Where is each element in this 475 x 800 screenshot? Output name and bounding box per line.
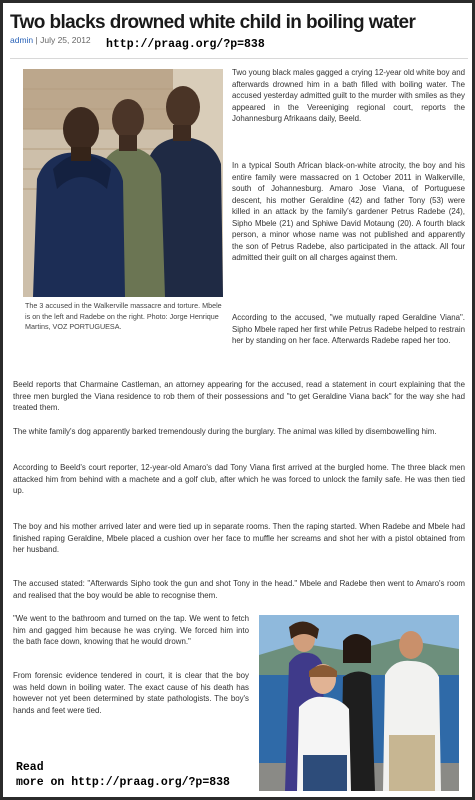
accused-photo-image: [23, 69, 223, 297]
paragraph-8: The accused stated: "Afterwards Sipho took the gun and shot Tony in the head." Mbele and Radebe then went to Amaro's room and realised that the boy would be able to recognise them.: [13, 579, 465, 600]
paragraph-9: "We went to the bathroom and turned on the tap. We went to fetch him and gagged him because he was crying. We forced him into the bath face down, knowing that he would drown.": [13, 614, 249, 646]
article-page: [3, 3, 472, 797]
read-more-stamp: [16, 760, 230, 790]
paragraph-7: The boy and his mother arrived later and were tied up in separate rooms. Then the raping started. When Radebe and Mbele had finished raping Geraldine, Mbele placed a cushion over her face to muffle her screams and shot her with a pistol obtained from her husband.: [13, 522, 465, 554]
photo-caption: The 3 accused in the Walkerville massacre and torture. Mbele is on the left and Radebe on the right. Photo: Jorge Henrique Martins, VOZ PORTUGUESA.: [25, 301, 222, 331]
meta-separator: |: [33, 35, 41, 45]
article-meta: [10, 35, 91, 45]
paragraph-5: The white family's dog apparently barked tremendously during the burglary. The animal was killed by disembowelling him.: [13, 427, 437, 436]
author-link[interactable]: admin: [10, 35, 34, 45]
family-photo: [259, 615, 459, 791]
read-more-line-1: Read: [16, 761, 44, 774]
paragraph-4: Beeld reports that Charmaine Castleman, an attorney appearing for the accused, read a statement in court explaining that the three men burgled the Viana residence to rob them of their possessions and "to get Geraldine Viana back" for the way she had treated them.: [13, 380, 465, 412]
paragraph-3: According to the accused, "we mutually raped Geraldine Viana". Sipho Mbele raped her first while Petrus Radebe helped to restrain her by standing on her face. Afterwards Radebe raped her too.: [232, 313, 465, 345]
accused-photo: [23, 69, 223, 297]
paragraph-2: In a typical South African black-on-white atrocity, the boy and his entire family were massacred on 1 October 2011 in Walkerville, south of Johannesburg. Amaro Jose Viana, of Portuguese descent, his mother Geraldine (42) and father Tony (53) were killed in an attack by the family's gardener Petrus Radebe (24), Sipho Mbele (21) and Sphiwe David Motaung (20). A fourth black person, a minor whose name was not published and apparently the son of Petrus Radebe, also participated in the attack. All four admitted their guilt on all charges against them.: [232, 161, 465, 262]
source-url-stamp: http://praag.org/?p=838: [106, 38, 265, 51]
paragraph-6: According to Beeld's court reporter, 12-year-old Amaro's dad Tony Viana first arrived at the burgled home. The three black men attacked him from behind with a machete and a golf club, after which he was forced to unlock the family safe. He was then tied up.: [13, 463, 465, 495]
read-more-line-2: more on http://praag.org/?p=838: [16, 776, 230, 789]
paragraph-1: Two young black males gagged a crying 12-year old white boy and afterwards drowned him in a bath filled with boiling water. The accused yesterday admitted guilt to the murder with smiles as they appeared in the Vereeniging regional court, reports the Johannesburg Afrikaans daily, Beeld.: [232, 68, 465, 123]
article-title: Two blacks drowned white child in boiling water: [10, 12, 416, 33]
family-photo-image: [259, 615, 459, 791]
divider: [10, 58, 468, 59]
paragraph-10: From forensic evidence tendered in court, it is clear that the boy was held down in boiling water. The exact cause of his death has however not yet been determined by state pathologists. The boy's hands and feet were tied.: [13, 671, 249, 715]
post-date: July 25, 2012: [40, 35, 91, 45]
